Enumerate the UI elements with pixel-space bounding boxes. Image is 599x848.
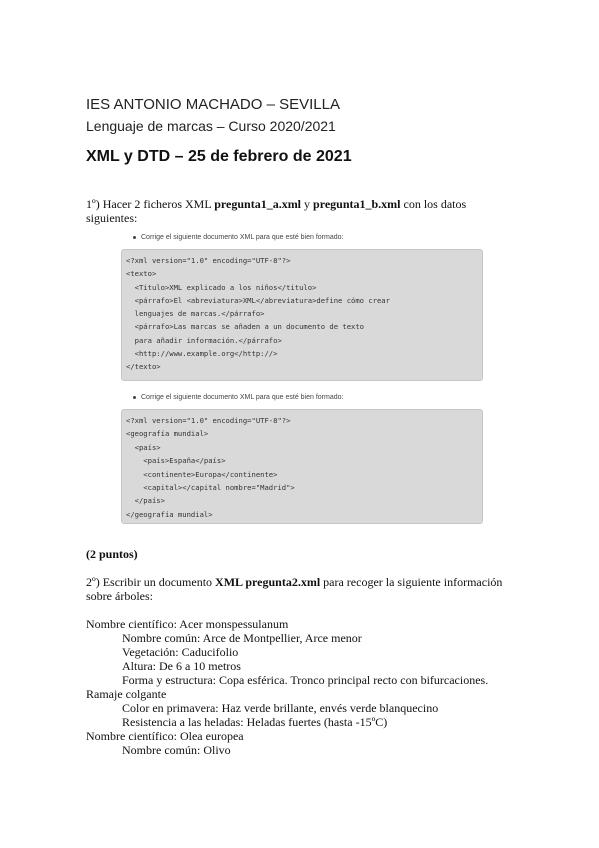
school-name: IES ANTONIO MACHADO – SEVILLA (86, 96, 340, 113)
course-name: Lenguaje de marcas – Curso 2020/2021 (86, 118, 336, 134)
file-b-name: pregunta1_b.xml (313, 197, 401, 211)
code-line: <texto> (126, 269, 157, 279)
code-line: <Titulo>XML explicado a los niños</titulo> (126, 282, 317, 292)
bullet-dot-icon (133, 236, 136, 239)
question-1-suffix: con los datos siguientes: (86, 197, 467, 225)
code-line: lenguajes de marcas.</párrafo> (126, 309, 265, 319)
code-block-2 (121, 409, 483, 524)
tree-info-line: Altura: De 6 a 10 metros (122, 659, 241, 673)
question-1 (86, 197, 516, 225)
question-2 (86, 575, 516, 603)
file-a-name: pregunta1_a.xml (214, 197, 302, 211)
question-2-filename: XML pregunta2.xml (215, 575, 321, 589)
tree-info-line: Color en primavera: Haz verde brillante, envés verde blanquecino (122, 701, 439, 715)
tree-info-line: Vegetación: Caducifolio (122, 645, 239, 659)
code-line: <?xml version="1.0" encoding="UTF-8"?> (126, 256, 291, 265)
code-line: <continente>Europa</continente> (126, 469, 278, 479)
tree-info-line: Nombre común: Olivo (122, 743, 231, 757)
bullet-dot-icon (133, 396, 136, 399)
question-2-prefix: 2º) Escribir un documento (86, 575, 216, 589)
exercise-1-instruction: Corrige el siguiente documento XML para que esté bien formado: (141, 234, 344, 241)
tree-info-line: Nombre científico: Olea europea (86, 729, 244, 743)
points-label: (2 puntos) (86, 547, 138, 561)
question-2-suffix: para recoger la siguiente información sobre árboles: (86, 575, 503, 603)
tree-info-list (86, 617, 488, 757)
tree-info-line: Nombre científico: Acer monspessulanum (86, 617, 289, 631)
code-line: </texto> (126, 362, 161, 372)
exam-title: XML y DTD – 25 de febrero de 2021 (86, 148, 352, 165)
exercise-1-bullet (133, 234, 343, 241)
code-line: para añadir información.</párrafo> (126, 335, 282, 345)
code-line: <país> (126, 442, 161, 452)
tree-info-line: Ramaje colgante (86, 687, 167, 701)
exercise-2-bullet (133, 394, 343, 401)
code-line: <capital></capital nombre="Madrid"> (126, 482, 295, 492)
tree-info-line: Forma y estructura: Copa esférica. Tronco principal recto con bifurcaciones. (122, 673, 489, 687)
tree-info-line: Resistencia a las heladas: Heladas fuertes (hasta -15ºC) (122, 715, 388, 729)
code-line: <geografía mundial> (126, 429, 209, 439)
code-line: <párrafo>Las marcas se añaden a un documento de texto (126, 322, 364, 332)
tree-info-line: Nombre común: Arce de Montpellier, Arce menor (122, 631, 362, 645)
code-line: <país>España</país> (126, 456, 226, 466)
code-line: </país> (126, 496, 165, 506)
code-line: <http://www.example.org</http://> (126, 349, 278, 359)
question-1-prefix: 1º) Hacer 2 ficheros XML (86, 197, 215, 211)
code-line: </geografía mundial> (126, 509, 213, 519)
code-line: <párrafo>El <abreviatura>XML</abreviatura>define cómo crear (126, 295, 390, 305)
code-line: <?xml version="1.0" encoding="UTF-8"?> (126, 416, 291, 425)
question-1-conj: y (301, 197, 314, 211)
code-block-1 (121, 249, 483, 381)
exercise-2-instruction: Corrige el siguiente documento XML para que esté bien formado: (141, 394, 344, 401)
